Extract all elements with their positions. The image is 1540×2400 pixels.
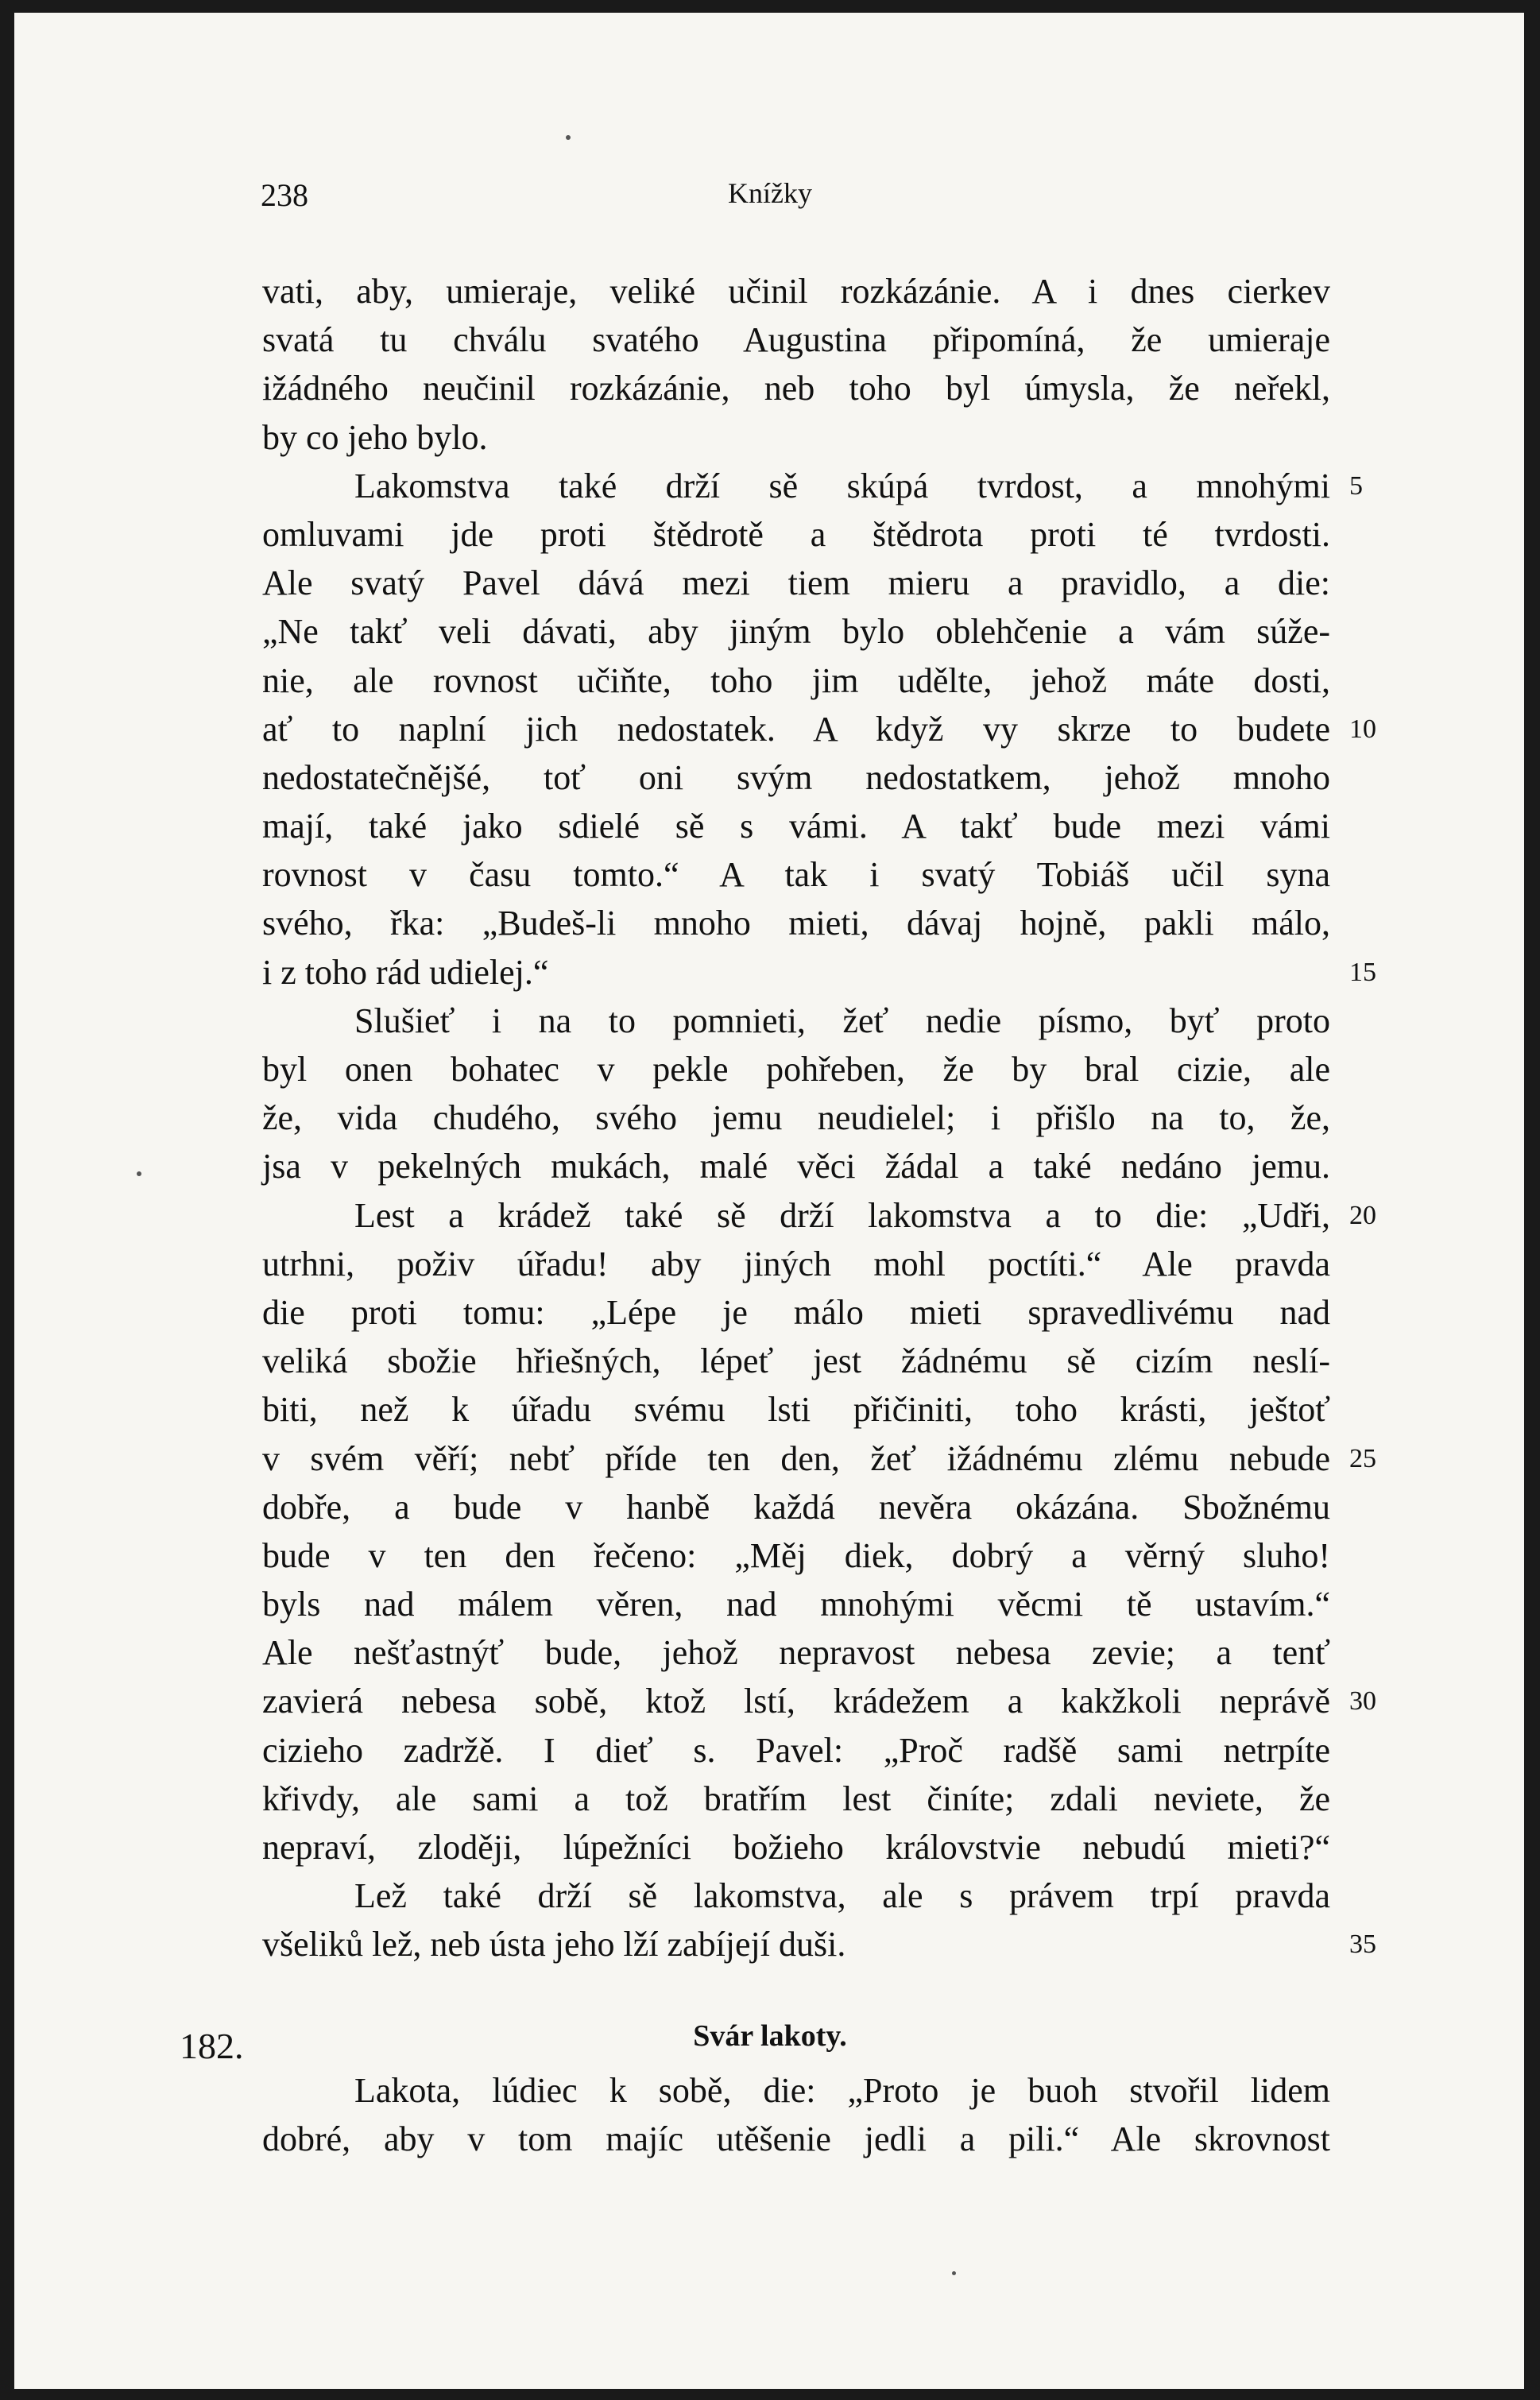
running-head: Knížky	[728, 177, 812, 209]
text-line: i z toho rád udielej.“ 15	[262, 948, 1330, 997]
text-line: nepraví, zloději, lúpežníci božieho královstvie nebudú mieti?“	[262, 1828, 1330, 1867]
section-text	[262, 2066, 1330, 2163]
text-line: nie, ale rovnost učiňte, toho jim udělte, jehož máte dosti,	[262, 660, 1330, 700]
text-line: všeliků lež, neb ústa jeho lží zabíjejí duši. 35	[262, 1920, 1330, 1968]
text-line: svého, řka: „Budeš-li mnoho mieti, dávaj hojně, pakli málo,	[262, 904, 1330, 943]
page-header	[0, 0, 1540, 223]
main-text	[262, 267, 1376, 1969]
text-line: křivdy, ale sami a tož bratřím lest činíte; zdali neviete, že	[262, 1779, 1330, 1818]
text-line: cizieho zadržě. I dieť s. Pavel: „Proč radšě sami netrpíte	[262, 1730, 1330, 1770]
line-number: 30	[1349, 1686, 1376, 1717]
text-line: biti, než k úřadu svému lsti přičiniti, toho krásti, ještoť	[262, 1390, 1330, 1430]
text-line: vati, aby, umieraje, veliké učinil rozkázánie. A i dnes cierkev	[262, 272, 1330, 311]
text-line: by co jeho bylo.	[262, 417, 488, 457]
text-line: byl onen bohatec v pekle pohřeben, že by bral cizie, ale	[262, 1050, 1330, 1089]
text-line: omluvami jde proti štědrotě a štědrota proti té tvrdosti.	[262, 514, 1330, 554]
text-line: mají, také jako sdielé sě s vámi. A takť bude mezi vámi	[262, 807, 1330, 846]
section-number: 182.	[180, 2026, 244, 2066]
text-line: jsa v pekelných mukách, malé věci žádal a také nedáno jemu.	[262, 1147, 1330, 1186]
paper-speck	[137, 1171, 141, 1176]
text-line: Lež také drží sě lakomstva, ale s právem trpí pravda	[354, 1876, 1330, 1916]
text-line: nedostatečnějšé, toť oni svým nedostatkem, jehož mnoho	[262, 757, 1330, 797]
line-number: 5	[1349, 470, 1363, 501]
text-line: v svém věří; nebť příde ten den, žeť ižádnému zlému nebude 25	[262, 1434, 1330, 1483]
paper-speck	[952, 2271, 956, 2275]
text-line: utrhni, poživ úřadu! aby jiných mohl poctíti.“ Ale pravda	[262, 1244, 1330, 1283]
section-title: Svár lakoty.	[693, 2019, 847, 2053]
text-line: rovnost v času tomto.“ A tak i svatý Tobiáš učil syna	[262, 855, 1330, 895]
text-line: byls nad málem věren, nad mnohými věcmi tě ustavím.“	[262, 1585, 1330, 1624]
text-line: Ale svatý Pavel dává mezi tiem mieru a pravidlo, a die:	[262, 563, 1330, 603]
text-line: Lakomstva také drží sě skúpá tvrdost, a mnohými 5	[262, 462, 1330, 510]
line-number: 15	[1349, 957, 1376, 987]
text-line: dobře, a bude v hanbě každá nevěra okázána. Sbožnému	[262, 1487, 1330, 1527]
text-line: veliká sbožie hřiešných, lépeť jest žádnému sě cizím neslí-	[262, 1341, 1330, 1381]
text-line: ižádného neučinil rozkázánie, neb toho byl úmysla, že neřekl,	[262, 369, 1330, 408]
paper-speck	[566, 135, 571, 140]
text-line: zavierá nebesa sobě, ktož lstí, krádežem a kakžkoli neprávě 30	[262, 1677, 1330, 1725]
text-line: ať to naplní jich nedostatek. A když vy skrze to budete 10	[262, 705, 1330, 753]
text-line: že, vida chudého, svého jemu neudielel; i přišlo na to, že,	[262, 1098, 1330, 1138]
text-line: „Ne takť veli dávati, aby jiným bylo oblehčenie a vám súže-	[262, 612, 1330, 652]
text-line: svatá tu chválu svatého Augustina připomíná, že umieraje	[262, 320, 1330, 360]
text-line: dobré, aby v tom majíc utěšenie jedli a pili.“ Ale skrovnost	[262, 2119, 1330, 2159]
line-number: 20	[1349, 1200, 1376, 1230]
line-number: 25	[1349, 1443, 1376, 1473]
line-number: 35	[1349, 1930, 1376, 1960]
page-number: 238	[261, 177, 308, 213]
text-line: Slušieť i na to pomnieti, žeť nedie písmo, byť proto	[354, 1001, 1330, 1040]
text-line: bude v ten den řečeno: „Měj diek, dobrý a věrný sluho!	[262, 1535, 1330, 1575]
text-line: Lest a krádež také sě drží lakomstva a to die: „Udři, 20	[262, 1191, 1330, 1240]
line-number: 10	[1349, 714, 1376, 744]
text-line: Ale nešťastnýť bude, jehož nepravost nebesa zevie; a tenť	[262, 1633, 1330, 1673]
text-line: die proti tomu: „Lépe je málo mieti spravedlivému nad	[262, 1292, 1330, 1332]
text-line: Lakota, lúdiec k sobě, die: „Proto je buoh stvořil lidem	[354, 2071, 1330, 2110]
